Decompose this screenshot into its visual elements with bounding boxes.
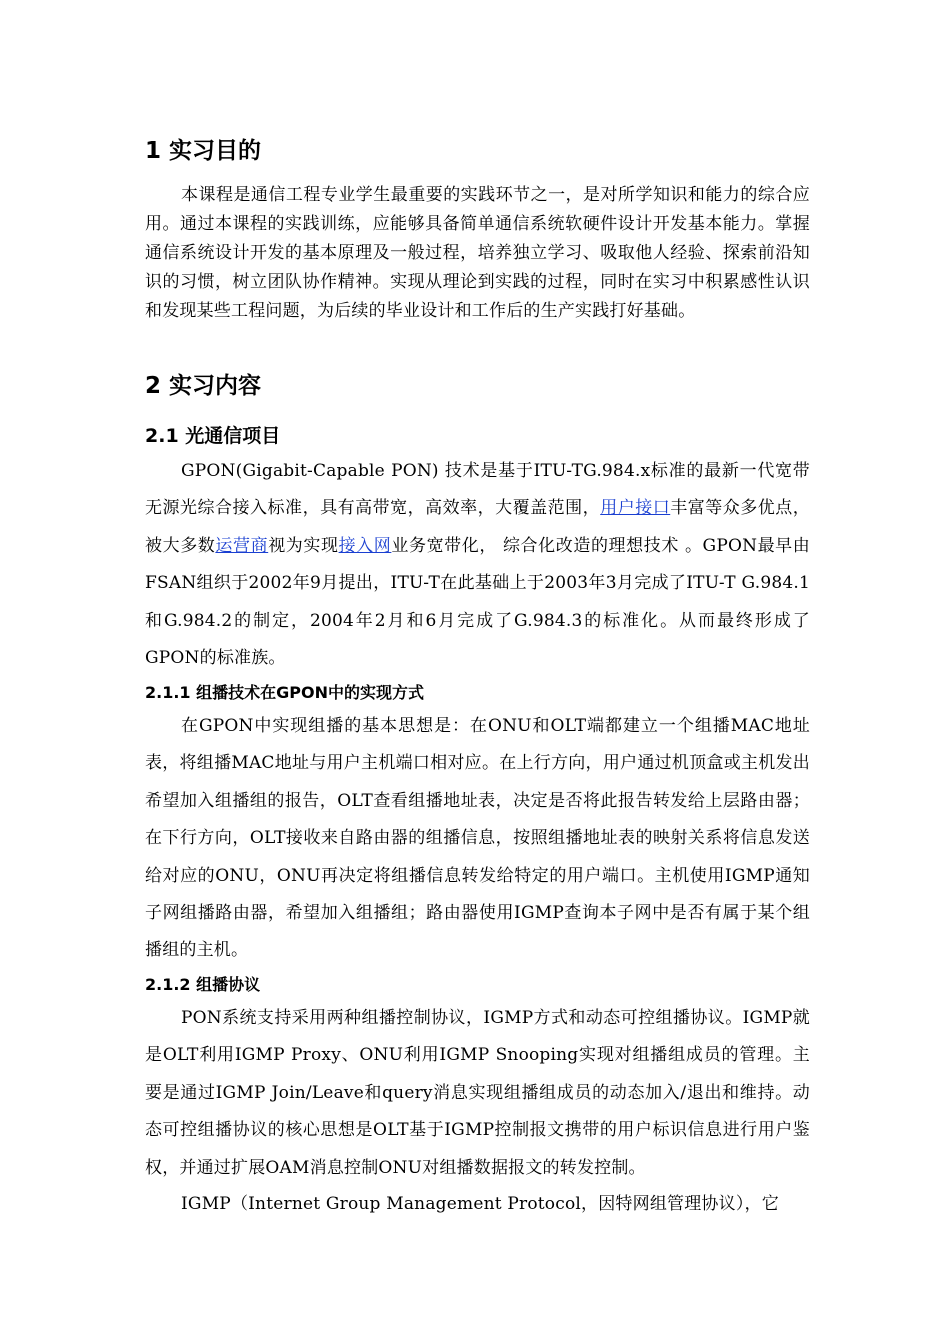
section-1-heading: 1 实习目的: [145, 138, 262, 164]
section-2-1-1-heading: 2.1.1 组播技术在GPON中的实现方式: [145, 683, 424, 702]
paragraph-text: 视为实现: [268, 535, 339, 556]
user-interface-link[interactable]: 用户接口: [600, 498, 671, 519]
section-2-1-paragraph: [145, 453, 810, 677]
section-2-1-2-heading: 2.1.2 组播协议: [145, 975, 261, 994]
paragraph-text: 业务宽带化， 综合化改造的理想技术 。GPON最早由FSAN组织于2002年9月提出，ITU-T在此基础上于2003年3月完成了ITU-T G.984.1 和G.984.2的制定，2004年2月和6月完成了G.984.3的标准化。从而最终形成了GPON的标准族。: [145, 535, 810, 669]
section-2-heading: 2 实习内容: [145, 373, 262, 399]
access-network-link[interactable]: 接入网: [338, 535, 392, 556]
paragraph-text: 丰富等众多优点， 被大多数: [145, 498, 810, 556]
section-2-1-2-paragraph-2: IGMP（Internet Group Management Protocol，因特网组管理协议），它: [181, 1194, 779, 1214]
section-2-1-heading: 2.1 光通信项目: [145, 425, 281, 447]
section-2-1-2-paragraph: PON系统支持采用两种组播控制协议，IGMP方式和动态可控组播协议。IGMP就是OLT利用IGMP Proxy、ONU利用IGMP Snooping实现对组播组成员的管理。主要是通过IGMP Join/Leave和query消息实现组播组成员的动态加入/退出和维持。动态可控组播协议的核心思想是OLT基于IGMP控制报文携带的用户标识信息进行用户鉴权，并通过扩展OAM消息控制ONU对组播数据报文的转发控制。: [145, 1008, 810, 1178]
section-2-1-1-paragraph: 在GPON中实现组播的基本思想是：在ONU和OLT端都建立一个组播MAC地址表，将组播MAC地址与用户主机端口相对应。在上行方向，用户通过机顶盒或主机发出希望加入组播组的报告，OLT查看组播地址表，决定是否将此报告转发给上层路由器；在下行方向，OLT接收来自路由器的组播信息，按照组播地址表的映射关系将信息发送给对应的ONU，ONU再决定将组播信息转发给特定的用户端口。主机使用IGMP通知子网组播路由器，希望加入组播组；路由器使用IGMP查询本子网中是否有属于某个组播组的主机。: [145, 716, 810, 961]
paragraph-text: GPON(Gigabit-Capable PON) 技术是基于ITU-TG.984.x标准的最新一代宽带无源光综合接入标准，具有高带宽，高效率，大覆盖范围，: [145, 461, 810, 519]
operator-link[interactable]: 运营商: [215, 535, 269, 556]
section-1-paragraph: 本课程是通信工程专业学生最重要的实践环节之一，是对所学知识和能力的综合应用。通过本课程的实践训练，应能够具备简单通信系统软硬件设计开发基本能力。掌握通信系统设计开发的基本原理及一般过程，培养独立学习、吸取他人经验、探索前沿知识的习惯，树立团队协作精神。实现从理论到实践的过程，同时在实习中积累感性认识和发现某些工程问题，为后续的毕业设计和工作后的生产实践打好基础。: [145, 185, 810, 321]
